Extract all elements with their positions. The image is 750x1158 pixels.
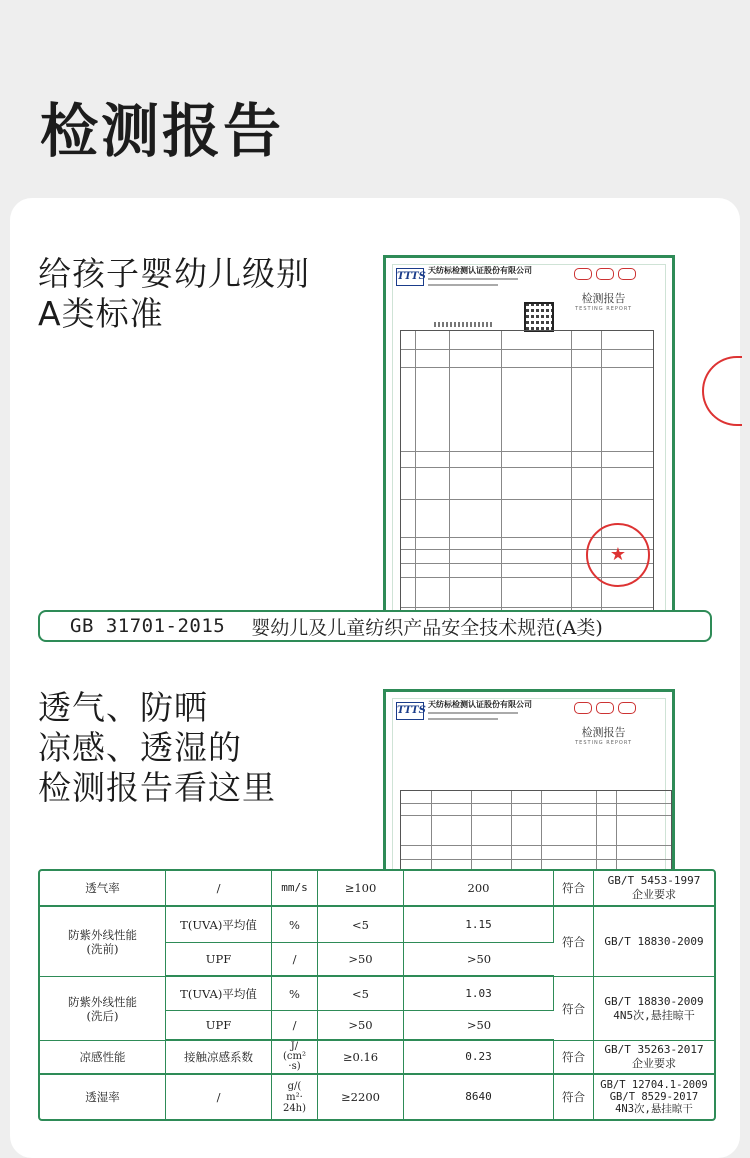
sub-item-cell: UPF bbox=[166, 1011, 272, 1041]
unit-cell: / bbox=[272, 943, 318, 977]
report-kind-en: TESTING REPORT bbox=[575, 740, 632, 746]
qr-code-icon bbox=[524, 302, 554, 332]
verdict-cell: 符合 bbox=[554, 1041, 594, 1075]
item-cell: 凉感性能 bbox=[40, 1041, 166, 1075]
requirement-cell: ≥0.16 bbox=[318, 1041, 404, 1075]
unit-cell: J/ (cm² ·s) bbox=[272, 1041, 318, 1075]
ilac-icon bbox=[618, 268, 636, 280]
section1-heading-line: 给孩子婴幼儿级别 bbox=[38, 254, 310, 293]
standard-cell: GB/T 35263-2017 企业要求 bbox=[594, 1041, 714, 1075]
red-seal-icon: ★ bbox=[586, 523, 650, 587]
table-row bbox=[40, 1075, 714, 1119]
requirement-cell: >50 bbox=[318, 943, 404, 977]
result-cell: 8640 bbox=[404, 1075, 554, 1119]
section2-heading-line: 凉感、透湿的 bbox=[38, 728, 242, 767]
requirement-cell: <5 bbox=[318, 907, 404, 943]
certification-logos bbox=[574, 702, 636, 714]
unit-cell: mm/s bbox=[272, 871, 318, 907]
page-title: 检测报告 bbox=[40, 97, 285, 165]
report-logo: TTTS bbox=[396, 702, 424, 720]
sub-item-cell: / bbox=[166, 1075, 272, 1119]
verdict-cell: 符合 bbox=[554, 871, 594, 907]
sub-item-cell: UPF bbox=[166, 943, 272, 977]
sub-item-cell: 接触凉感系数 bbox=[166, 1041, 272, 1075]
standard-name: 婴幼儿及儿童纺织产品安全技术规范(A类) bbox=[251, 616, 603, 639]
report-kind bbox=[575, 290, 632, 312]
standard-cell: GB/T 12704.1-2009 GB/T 8529-2017 4N3次,悬挂晾干 bbox=[600, 1079, 708, 1115]
sub-item-cell: T(UVA)平均值 bbox=[166, 977, 272, 1011]
report-issuer: 天纺标检测认证股份有限公司 bbox=[428, 266, 532, 275]
requirement-cell: ≥2200 bbox=[318, 1075, 404, 1119]
table-row bbox=[40, 977, 714, 1011]
section1-heading bbox=[38, 254, 310, 334]
result-cell: 1.03 bbox=[404, 977, 554, 1011]
item-cell: 透气率 bbox=[40, 871, 166, 907]
verdict-cell: 符合 bbox=[554, 977, 594, 1041]
standard-number: GB 31701-2015 bbox=[70, 615, 226, 637]
table-row bbox=[40, 1041, 714, 1075]
cnas-icon bbox=[596, 702, 614, 714]
unit-cell: % bbox=[272, 977, 318, 1011]
section2-heading bbox=[38, 688, 276, 808]
section2-heading-line: 透气、防晒 bbox=[38, 688, 208, 727]
requirement-cell: <5 bbox=[318, 977, 404, 1011]
unit-cell: / bbox=[272, 1011, 318, 1041]
result-cell: >50 bbox=[404, 943, 554, 977]
item-cell: 防紫外线性能 (洗前) bbox=[40, 907, 166, 977]
section1-heading-line: A类标准 bbox=[38, 294, 164, 333]
certification-logos bbox=[574, 268, 636, 280]
result-cell: 1.15 bbox=[404, 907, 554, 943]
result-cell: >50 bbox=[404, 1011, 554, 1041]
item-cell: 防紫外线性能 (洗后) bbox=[40, 977, 166, 1041]
section2-heading-line: 检测报告看这里 bbox=[38, 768, 276, 807]
report-logo: TTTS bbox=[396, 268, 424, 286]
requirement-cell: >50 bbox=[318, 1011, 404, 1041]
sub-item-cell: T(UVA)平均值 bbox=[166, 907, 272, 943]
standard-banner bbox=[38, 610, 712, 642]
report-image-1 bbox=[383, 255, 675, 617]
item-cell: 透湿率 bbox=[40, 1075, 166, 1119]
cnas-icon bbox=[596, 268, 614, 280]
result-cell: 200 bbox=[404, 871, 554, 907]
report-issuer: 天纺标检测认证股份有限公司 bbox=[428, 700, 532, 709]
report-table bbox=[400, 790, 672, 879]
unit-cell: g/( m²· 24h) bbox=[272, 1075, 318, 1119]
report-kind-cn: 检测报告 bbox=[581, 292, 626, 305]
table-row bbox=[40, 907, 714, 943]
verdict-cell: 符合 bbox=[554, 907, 594, 977]
unit-cell: % bbox=[272, 907, 318, 943]
standard-cell: GB/T 18830-2009 4N5次,悬挂晾干 bbox=[594, 977, 714, 1041]
report-kind-en: TESTING REPORT bbox=[575, 306, 632, 312]
result-cell: 0.23 bbox=[404, 1041, 554, 1075]
sub-item-cell: / bbox=[166, 871, 272, 907]
requirement-cell: ≥100 bbox=[318, 871, 404, 907]
verdict-cell: 符合 bbox=[554, 1075, 594, 1119]
standard-cell: GB/T 18830-2009 bbox=[594, 907, 714, 977]
report-kind bbox=[575, 724, 632, 746]
cma-icon bbox=[574, 268, 592, 280]
report-image-2 bbox=[383, 689, 675, 879]
cma-icon bbox=[574, 702, 592, 714]
report-kind-cn: 检测报告 bbox=[581, 726, 626, 739]
table-row bbox=[40, 871, 714, 907]
results-table bbox=[38, 869, 716, 1121]
ilac-icon bbox=[618, 702, 636, 714]
standard-cell: GB/T 5453-1997 企业要求 bbox=[594, 871, 714, 907]
